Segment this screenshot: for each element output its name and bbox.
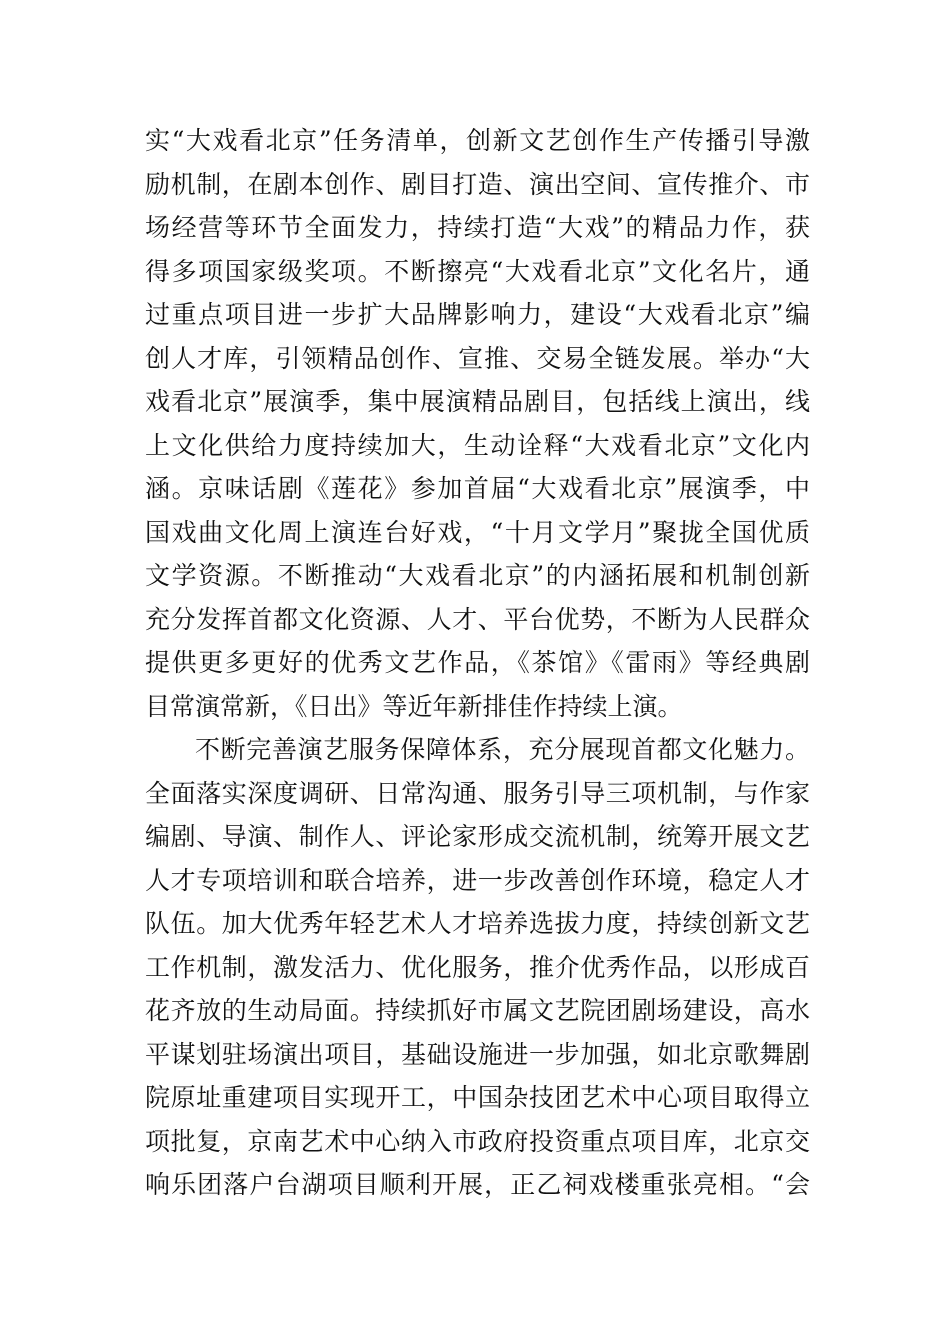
- text-line: 项批复，京南艺术中心纳入市政府投资重点项目库，北京交: [145, 1126, 810, 1156]
- text-line: 创人才库，引领精品创作、宣推、交易全链发展。举办“大: [145, 343, 810, 373]
- paragraph: [145, 119, 810, 728]
- text-line: 院原址重建项目实现开工，中国杂技团艺术中心项目取得立: [145, 1083, 810, 1112]
- text-line: 人才专项培训和联合培养，进一步改善创作环境，稳定人才: [145, 865, 810, 895]
- text-line: 实“大戏看北京”任务清单，创新文艺创作生产传播引导激: [145, 126, 810, 155]
- text-line: 涵。京味话剧《莲花》参加首届“大戏看北京”展演季，中: [145, 474, 810, 503]
- body-text: [145, 119, 810, 1207]
- text-line: 不断完善演艺服务保障体系，充分展现首都文化魅力。: [195, 735, 810, 764]
- text-line: 得多项国家级奖项。不断擦亮“大戏看北京”文化名片，通: [145, 256, 810, 286]
- text-line: 平谋划驻场演出项目，基础设施进一步加强，如北京歌舞剧: [145, 1039, 810, 1069]
- text-line: 过重点项目进一步扩大品牌影响力，建设“大戏看北京”编: [145, 300, 810, 329]
- text-line: 提供更多更好的优秀文艺作品，《茶馆》《雷雨》等经典剧: [145, 648, 810, 677]
- paragraph: [145, 728, 810, 1207]
- text-line: 目常演常新，《日出》等近年新排佳作持续上演。: [145, 691, 683, 721]
- text-line: 全面落实深度调研、日常沟通、服务引导三项机制，与作家: [145, 778, 810, 808]
- text-line: 上文化供给力度持续加大，生动诠释“大戏看北京”文化内: [145, 430, 810, 460]
- text-line: 花齐放的生动局面。持续抓好市属文艺院团剧场建设，高水: [145, 996, 810, 1025]
- text-line: 工作机制，激发活力、优化服务，推介优秀作品，以形成百: [145, 952, 810, 982]
- text-line: 编剧、导演、制作人、评论家形成交流机制，统筹开展文艺: [145, 822, 810, 851]
- text-line: 场经营等环节全面发力，持续打造“大戏”的精品力作，获: [145, 213, 810, 242]
- text-line: 文学资源。不断推动“大戏看北京”的内涵拓展和机制创新: [145, 561, 810, 590]
- text-line: 充分发挥首都文化资源、人才、平台优势，不断为人民群众: [145, 604, 810, 634]
- text-line: 响乐团落户台湖项目顺利开展，正乙祠戏楼重张亮相。“会: [145, 1170, 810, 1199]
- text-line: 国戏曲文化周上演连台好戏，“十月文学月”聚拢全国优质: [145, 517, 810, 547]
- text-line: 戏看北京”展演季，集中展演精品剧目，包括线上演出，线: [145, 387, 810, 416]
- text-line: 队伍。加大优秀年轻艺术人才培养选拔力度，持续创新文艺: [145, 909, 810, 938]
- text-line: 励机制，在剧本创作、剧目打造、演出空间、宣传推介、市: [145, 169, 810, 199]
